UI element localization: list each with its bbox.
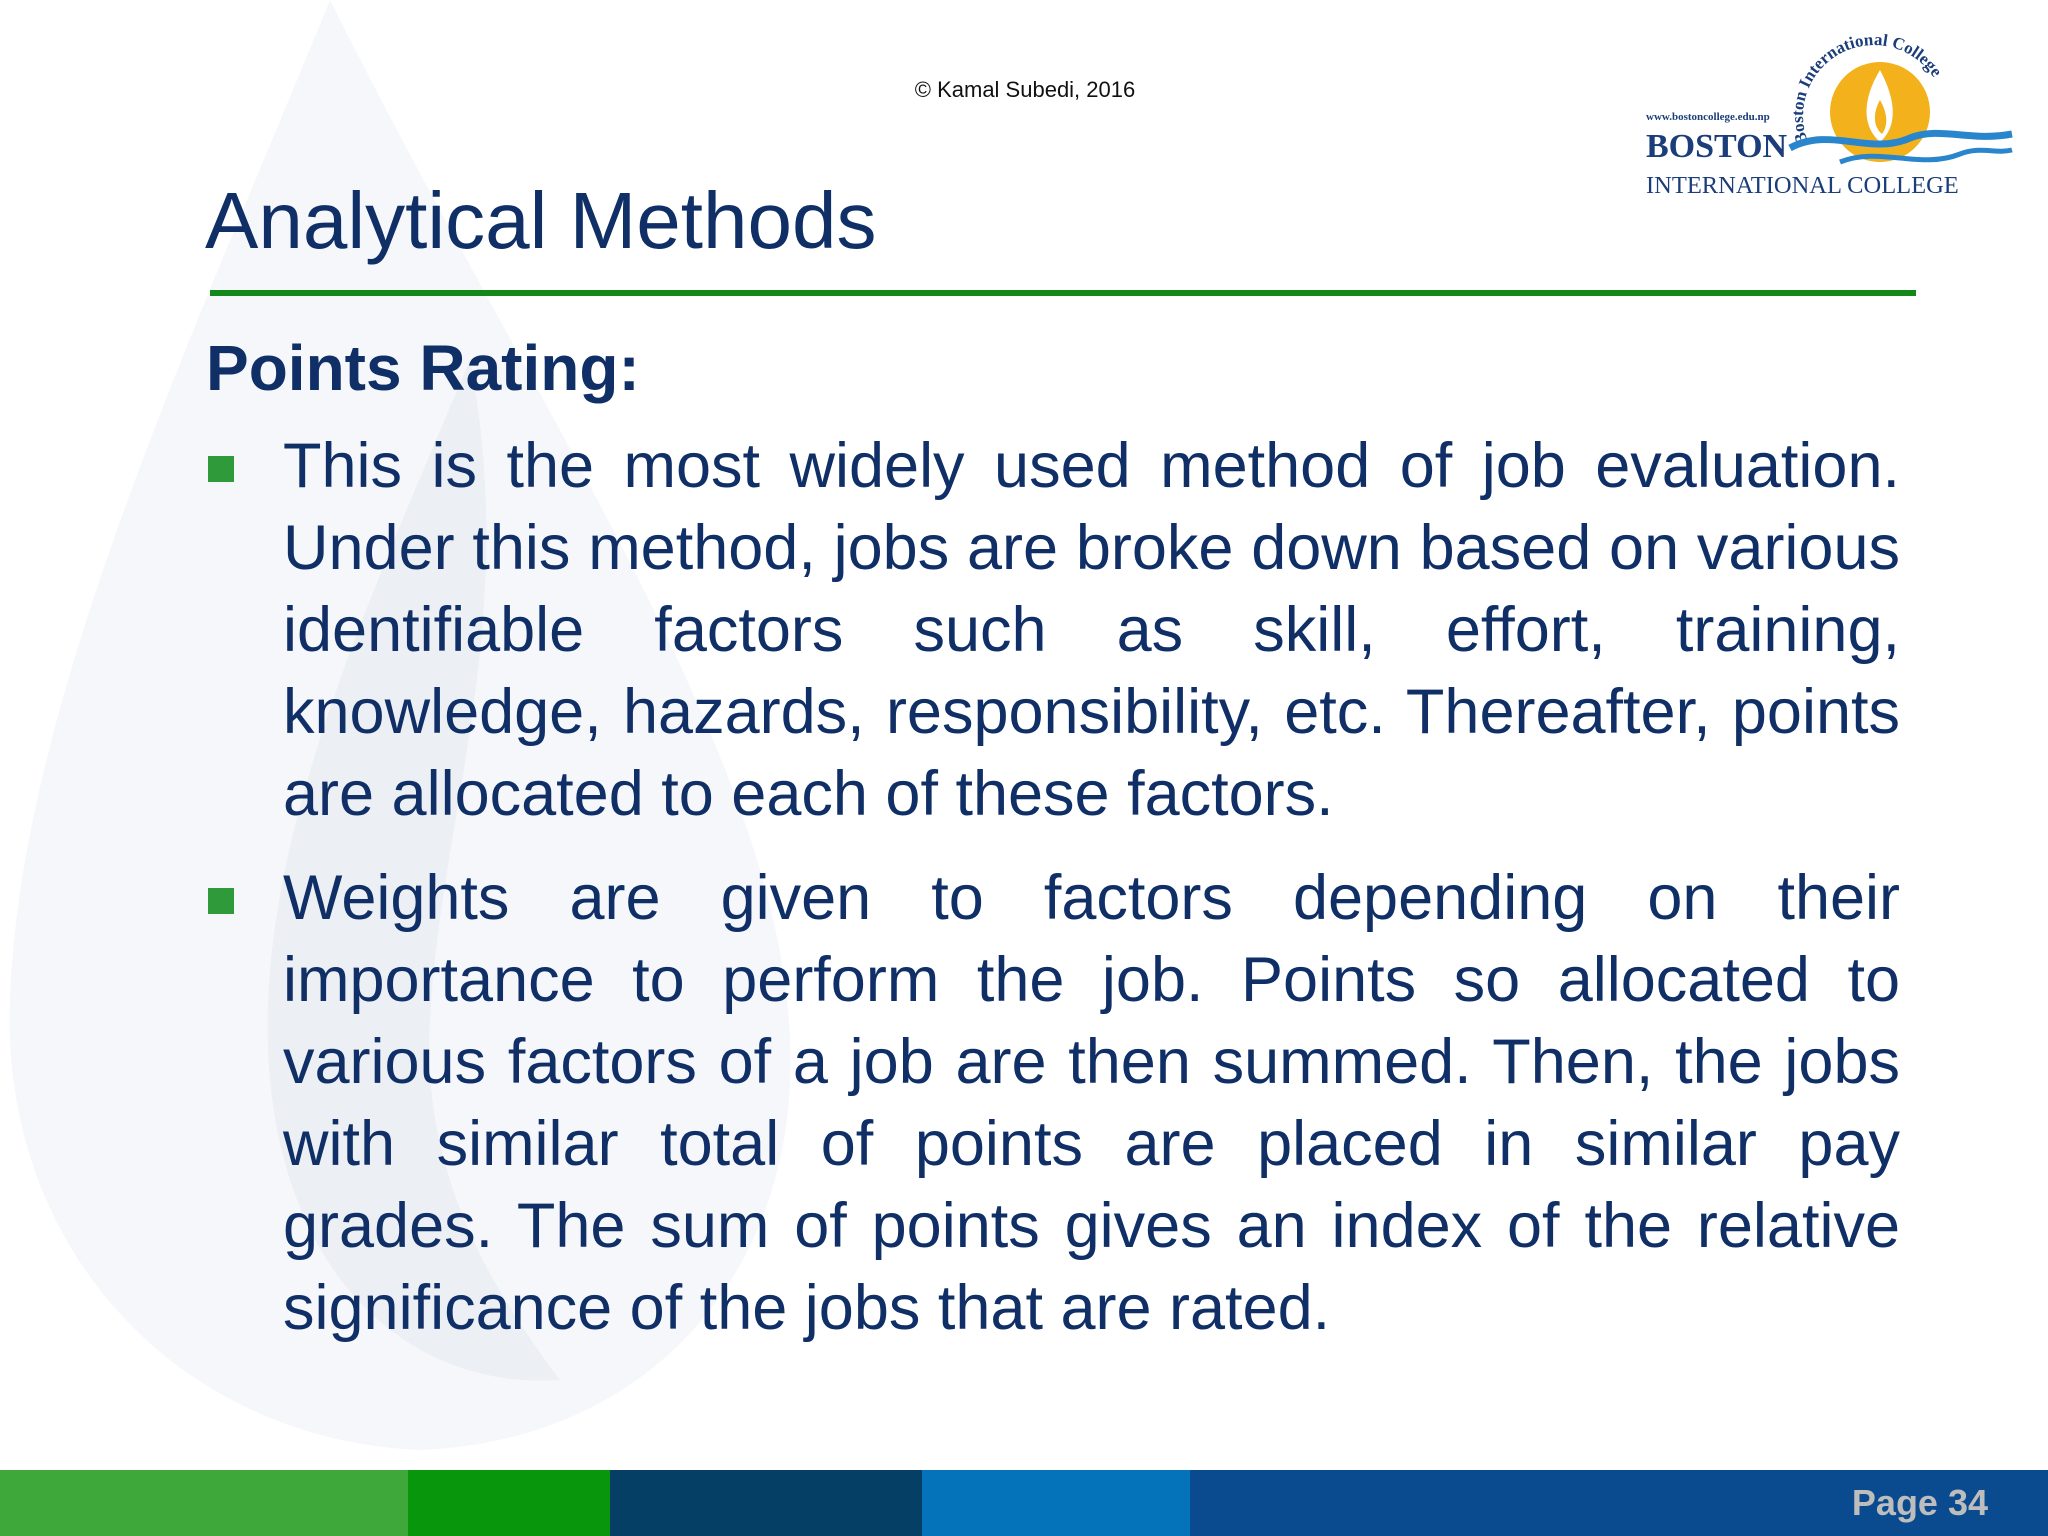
footer-segment	[408, 1470, 610, 1536]
logo-website: www.bostoncollege.edu.np	[1646, 111, 1770, 123]
bullet-item	[206, 425, 1900, 835]
logo-arc-text: Boston International College	[1788, 30, 1947, 147]
logo-name-line2: INTERNATIONAL COLLEGE	[1646, 172, 1959, 199]
title-divider	[210, 290, 1916, 296]
page-number: Page 34	[1851, 1482, 1988, 1523]
bullet-square-icon	[208, 456, 234, 482]
section-heading: Points Rating:	[206, 332, 640, 404]
copyright-notice: © Kamal Subedi, 2016	[914, 77, 1136, 102]
bullet-text: Weights are given to factors depending on their importance to perform the job. Points so allocated to various factors of a job are then summed. Then, the jobs with similar total of points are placed in similar pay grades. The sum of points gives an index of the relative significance of the jobs that are rated.	[283, 863, 1900, 1343]
boston-college-logo-icon	[1640, 30, 2020, 210]
college-logo	[1640, 30, 2020, 210]
footer-segment	[0, 1470, 408, 1536]
footer-bar	[0, 1470, 2048, 1536]
logo-name-line1: BOSTON	[1646, 128, 1788, 165]
footer-segment	[610, 1470, 922, 1536]
footer-segment	[922, 1470, 1190, 1536]
bullet-square-icon	[208, 888, 234, 914]
bullet-item	[206, 857, 1900, 1349]
slide-title: Analytical Methods	[205, 176, 877, 265]
bullet-list	[206, 425, 1900, 1371]
bullet-text: This is the most widely used method of job evaluation. Under this method, jobs are broke down based on various identifiable factors such as skill, effort, training, knowledge, hazards, responsibility, etc. Thereafter, points are allocated to each of these factors.	[283, 431, 1900, 829]
